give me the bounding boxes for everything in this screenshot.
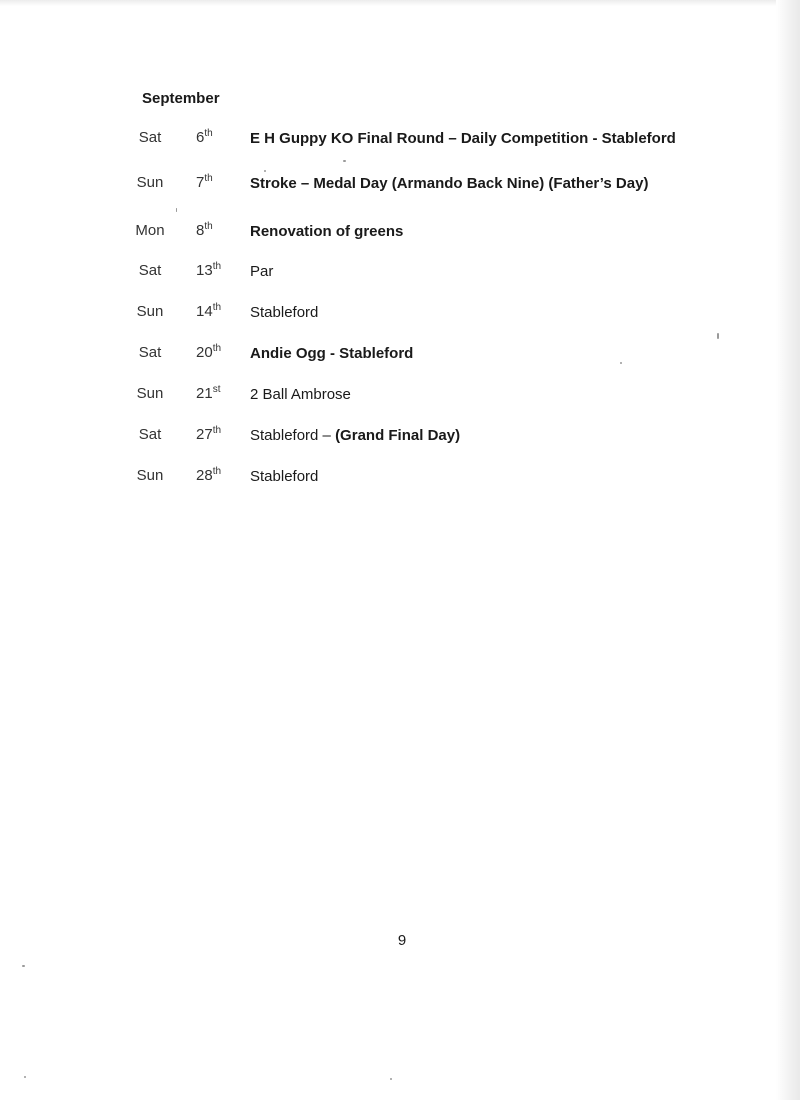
row-event: E H Guppy KO Final Round – Daily Competition - Stableford xyxy=(250,130,676,147)
row-event: Stableford xyxy=(250,304,319,321)
row-date: 20th xyxy=(196,343,222,361)
row-date: 27th xyxy=(196,425,222,443)
row-event-emphasis: (Grand Final Day) xyxy=(335,427,461,444)
row-date: 8th xyxy=(196,221,213,239)
month-heading: September xyxy=(142,90,220,107)
row-date: 21st xyxy=(196,384,221,402)
row-event xyxy=(250,426,690,445)
scan-shadow-right xyxy=(776,0,800,1100)
scan-speck xyxy=(24,1076,26,1078)
row-date: 14th xyxy=(196,302,222,320)
row-event: Par xyxy=(250,263,274,280)
row-date: 6th xyxy=(196,128,213,146)
row-event: Stableford xyxy=(250,468,319,485)
row-day: Sun xyxy=(136,303,164,320)
row-event: Renovation of greens xyxy=(250,223,404,240)
row-event: Stroke – Medal Day (Armando Back Nine) (Father’s Day) xyxy=(250,175,649,192)
row-event-plain: Stableford – xyxy=(250,427,336,444)
row-date: 28th xyxy=(196,466,222,484)
row-day: Sat xyxy=(138,344,162,361)
row-day: Sat xyxy=(138,262,162,279)
scan-speck xyxy=(22,965,25,967)
row-day: Sat xyxy=(138,129,162,146)
row-date: 7th xyxy=(196,173,213,191)
row-day: Sat xyxy=(138,426,162,443)
row-day: Sun xyxy=(136,174,164,191)
row-day: Sun xyxy=(136,467,164,484)
row-date: 13th xyxy=(196,261,222,279)
scan-speck xyxy=(620,362,622,364)
page-number: 9 xyxy=(397,932,407,949)
row-day: Mon xyxy=(135,222,165,239)
scan-speck xyxy=(264,170,266,172)
scan-speck xyxy=(343,160,346,162)
row-event: Andie Ogg - Stableford xyxy=(250,345,414,362)
row-day: Sun xyxy=(136,385,164,402)
row-event: 2 Ball Ambrose xyxy=(250,386,351,403)
scan-shadow-top xyxy=(0,0,800,6)
scan-speck xyxy=(717,333,719,339)
scan-speck xyxy=(176,208,177,212)
scan-speck xyxy=(390,1078,392,1080)
